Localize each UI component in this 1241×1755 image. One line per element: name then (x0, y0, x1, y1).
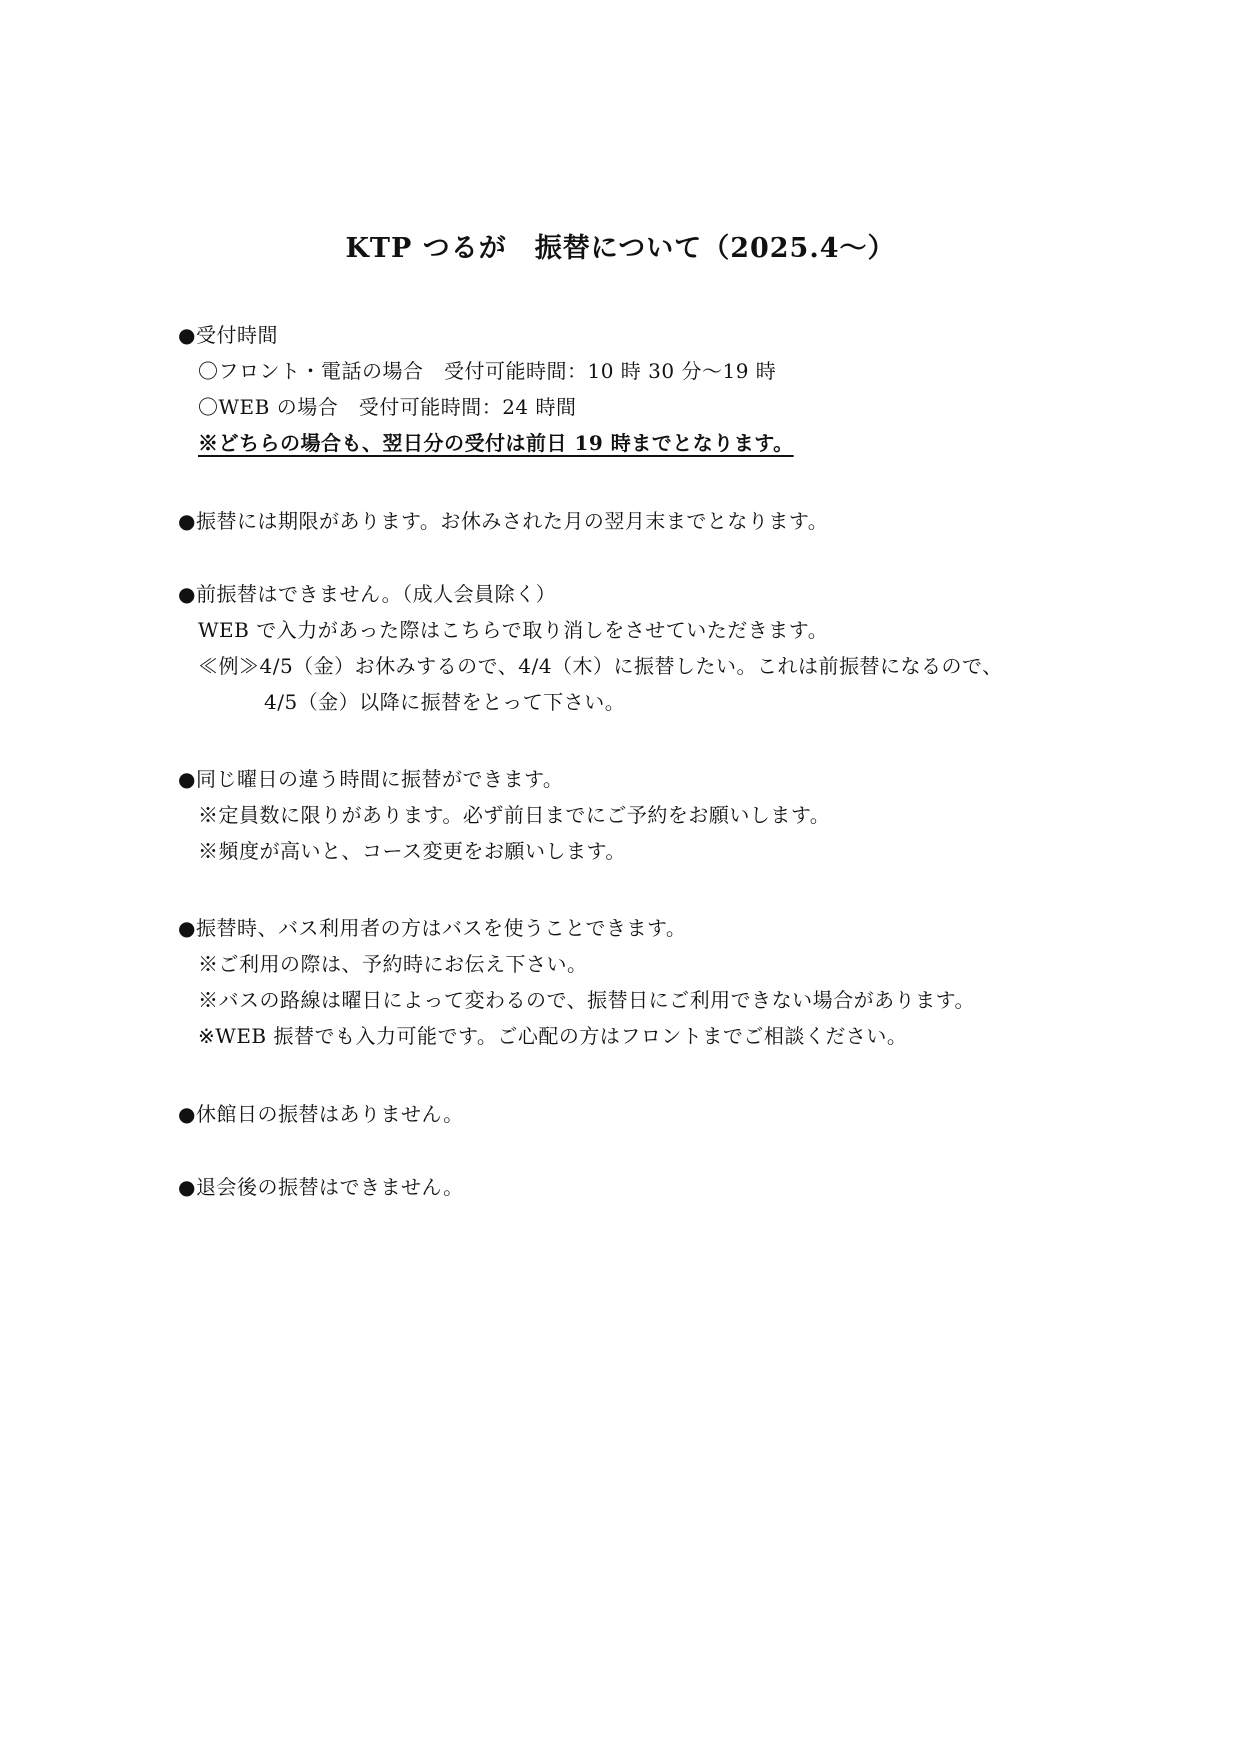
bus-route-note: ※バスの路線は曜日によって変わるので、振替日にご利用できない場合があります。 (198, 988, 975, 1012)
section-heading-closed-days: ●休館日の振替はありません。 (178, 1102, 464, 1126)
same-weekday-capacity-note: ※定員数に限りがあります。必ず前日までにご予約をお願いします。 (198, 803, 831, 827)
page-title: KTP つるが 振替について（2025.4～） (345, 233, 896, 264)
advance-transfer-example: ≪例≫4/5（金）お休みするので、4/4（木）に振替したい。これは前振替になるので、 (198, 654, 1003, 678)
reception-web-line: 〇WEB の場合 受付可能時間：24 時間 (198, 395, 577, 419)
advance-transfer-example-cont: 4/5（金）以降に振替をとって下さい。 (264, 690, 626, 714)
same-weekday-frequency-note: ※頻度が高いと、コース変更をお願いします。 (198, 839, 626, 863)
reception-deadline-note: ※どちらの場合も、翌日分の受付は前日 19 時までとなります。 (198, 431, 794, 455)
section-heading-reception-hours: ●受付時間 (178, 323, 278, 347)
bus-reservation-note: ※ご利用の際は、予約時にお伝え下さい。 (198, 952, 588, 976)
section-heading-bus: ●振替時、バス利用者の方はバスを使うことできます。 (178, 916, 687, 940)
section-heading-deadline: ●振替には期限があります。お休みされた月の翌月末までとなります。 (178, 509, 829, 533)
bus-web-note: ※WEB 振替でも入力可能です。ご心配の方はフロントまでご相談ください。 (198, 1024, 908, 1048)
reception-front-phone-line: 〇フロント・電話の場合 受付可能時間：10 時 30 分～19 時 (198, 359, 777, 383)
advance-transfer-web-note: WEB で入力があった際はこちらで取り消しをさせていただきます。 (198, 618, 829, 642)
section-heading-advance-transfer: ●前振替はできません。（成人会員除く） (178, 582, 557, 606)
section-heading-after-withdrawal: ●退会後の振替はできません。 (178, 1175, 464, 1199)
section-heading-same-weekday: ●同じ曜日の違う時間に振替ができます。 (178, 767, 564, 791)
